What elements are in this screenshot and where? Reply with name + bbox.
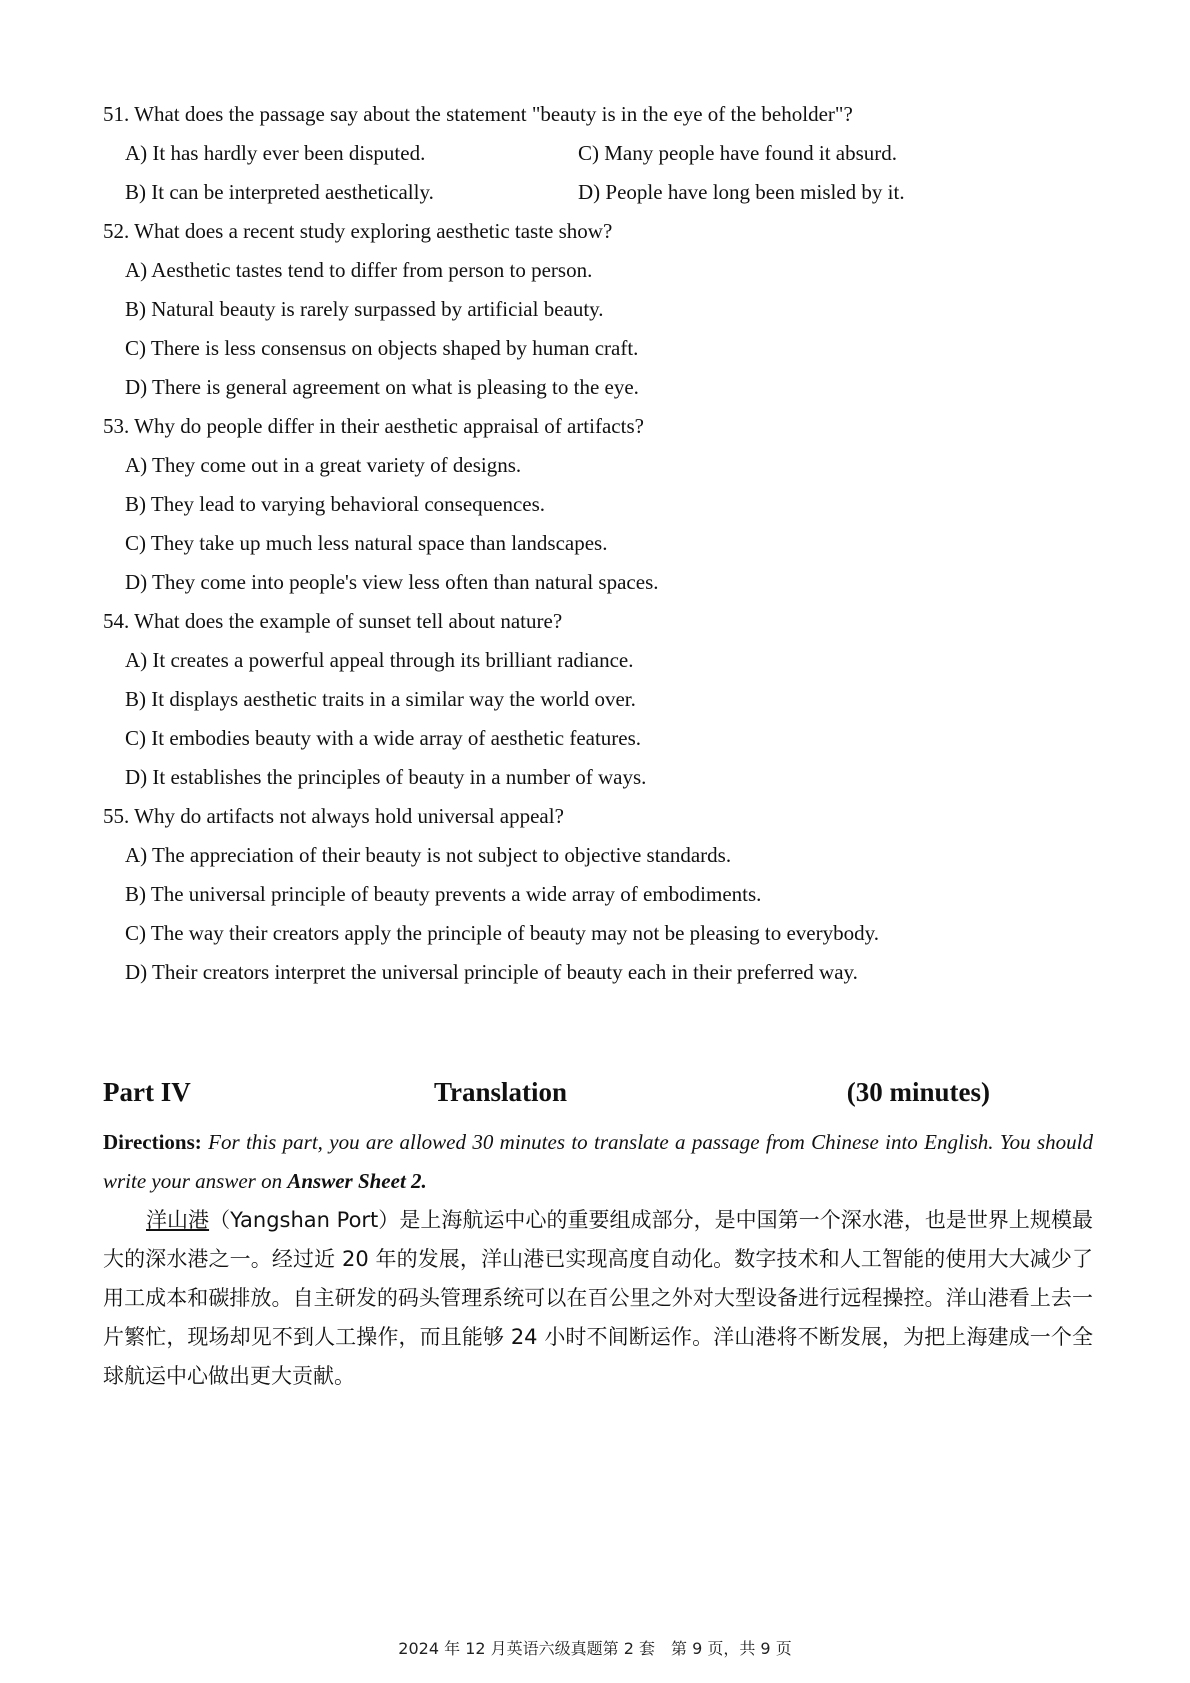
question-54-option-c: C) It embodies beauty with a wide array of aesthetic features. [125, 726, 642, 750]
passage-text: （Yangshan Port）是上海航运中心的重要组成部分，是中国第一个深水港，也是世界上规模最大的深水港之一。经过近 20 年的发展，洋山港已实现高度自动化。数字技术和人工智能的使用大大减少了用工成本和碳排放。自主研发的码头管理系统可以在百公里之外对大型设备进行远程操控。洋山港看上去一片繁忙，现场却见不到人工操作，而且能够 24 小时不间断运作。洋山港将不断发展，为把上海建成一个全球航运中心做出更大贡献。 [103, 1208, 1093, 1388]
question-55-stem: 55. Why do artifacts not always hold universal appeal? [103, 804, 564, 828]
part-time: (30 minutes) [846, 1077, 990, 1107]
question-55-option-b: B) The universal principle of beauty prevents a wide array of embodiments. [125, 882, 762, 906]
question-55-option-d: D) Their creators interpret the universal principle of beauty each in their preferred way. [125, 960, 858, 984]
question-51-option-c: C) Many people have found it absurd. [578, 141, 898, 165]
question-51-options-row-1 [103, 134, 1103, 173]
question-51-option-d: D) People have long been misled by it. [578, 180, 905, 204]
directions [103, 1123, 1093, 1201]
page-footer: 2024 年 12 月英语六级真题第 2 套 第 9 页，共 9 页 [398, 1639, 792, 1658]
question-51-option-a: A) It has hardly ever been disputed. [125, 141, 426, 165]
question-list [103, 95, 1103, 992]
passage-term: 洋山港 [146, 1208, 210, 1232]
part-name: Part IV [103, 1077, 191, 1107]
question-55-option-c: C) The way their creators apply the principle of beauty may not be pleasing to everybody. [125, 921, 880, 945]
question-52-stem: 52. What does a recent study exploring aesthetic taste show? [103, 219, 613, 243]
question-52-option-d: D) There is general agreement on what is pleasing to the eye. [125, 375, 639, 399]
answer-sheet-ref: Answer Sheet 2. [287, 1169, 427, 1193]
part-heading [103, 1072, 990, 1112]
question-52-option-b: B) Natural beauty is rarely surpassed by artificial beauty. [125, 297, 604, 321]
question-51-stem: 51. What does the passage say about the statement "beauty is in the eye of the beholder"? [103, 102, 853, 126]
question-52-option-a: A) Aesthetic tastes tend to differ from person to person. [125, 258, 593, 282]
part-title: Translation [434, 1077, 568, 1107]
question-55-option-a: A) The appreciation of their beauty is not subject to objective standards. [125, 843, 732, 867]
question-52-option-c: C) There is less consensus on objects shaped by human craft. [125, 336, 639, 360]
question-51-option-b: B) It can be interpreted aesthetically. [125, 180, 434, 204]
question-54-stem: 54. What does the example of sunset tell about nature? [103, 609, 563, 633]
directions-label: Directions: [103, 1130, 202, 1154]
question-53-option-a: A) They come out in a great variety of designs. [125, 453, 522, 477]
translation-passage [103, 1201, 1093, 1396]
question-54-option-a: A) It creates a powerful appeal through its brilliant radiance. [125, 648, 634, 672]
question-53-option-c: C) They take up much less natural space than landscapes. [125, 531, 608, 555]
question-54-option-d: D) It establishes the principles of beauty in a number of ways. [125, 765, 647, 789]
question-54-option-b: B) It displays aesthetic traits in a similar way the world over. [125, 687, 636, 711]
question-53-option-b: B) They lead to varying behavioral consequences. [125, 492, 546, 516]
question-53-option-d: D) They come into people's view less often than natural spaces. [125, 570, 659, 594]
question-53-stem: 53. Why do people differ in their aesthetic appraisal of artifacts? [103, 414, 644, 438]
directions-text: For this part, you are allowed 30 minutes to translate a passage from Chinese into English. You should write your answer on [103, 1130, 1094, 1193]
question-51-options-row-2 [103, 173, 1103, 212]
